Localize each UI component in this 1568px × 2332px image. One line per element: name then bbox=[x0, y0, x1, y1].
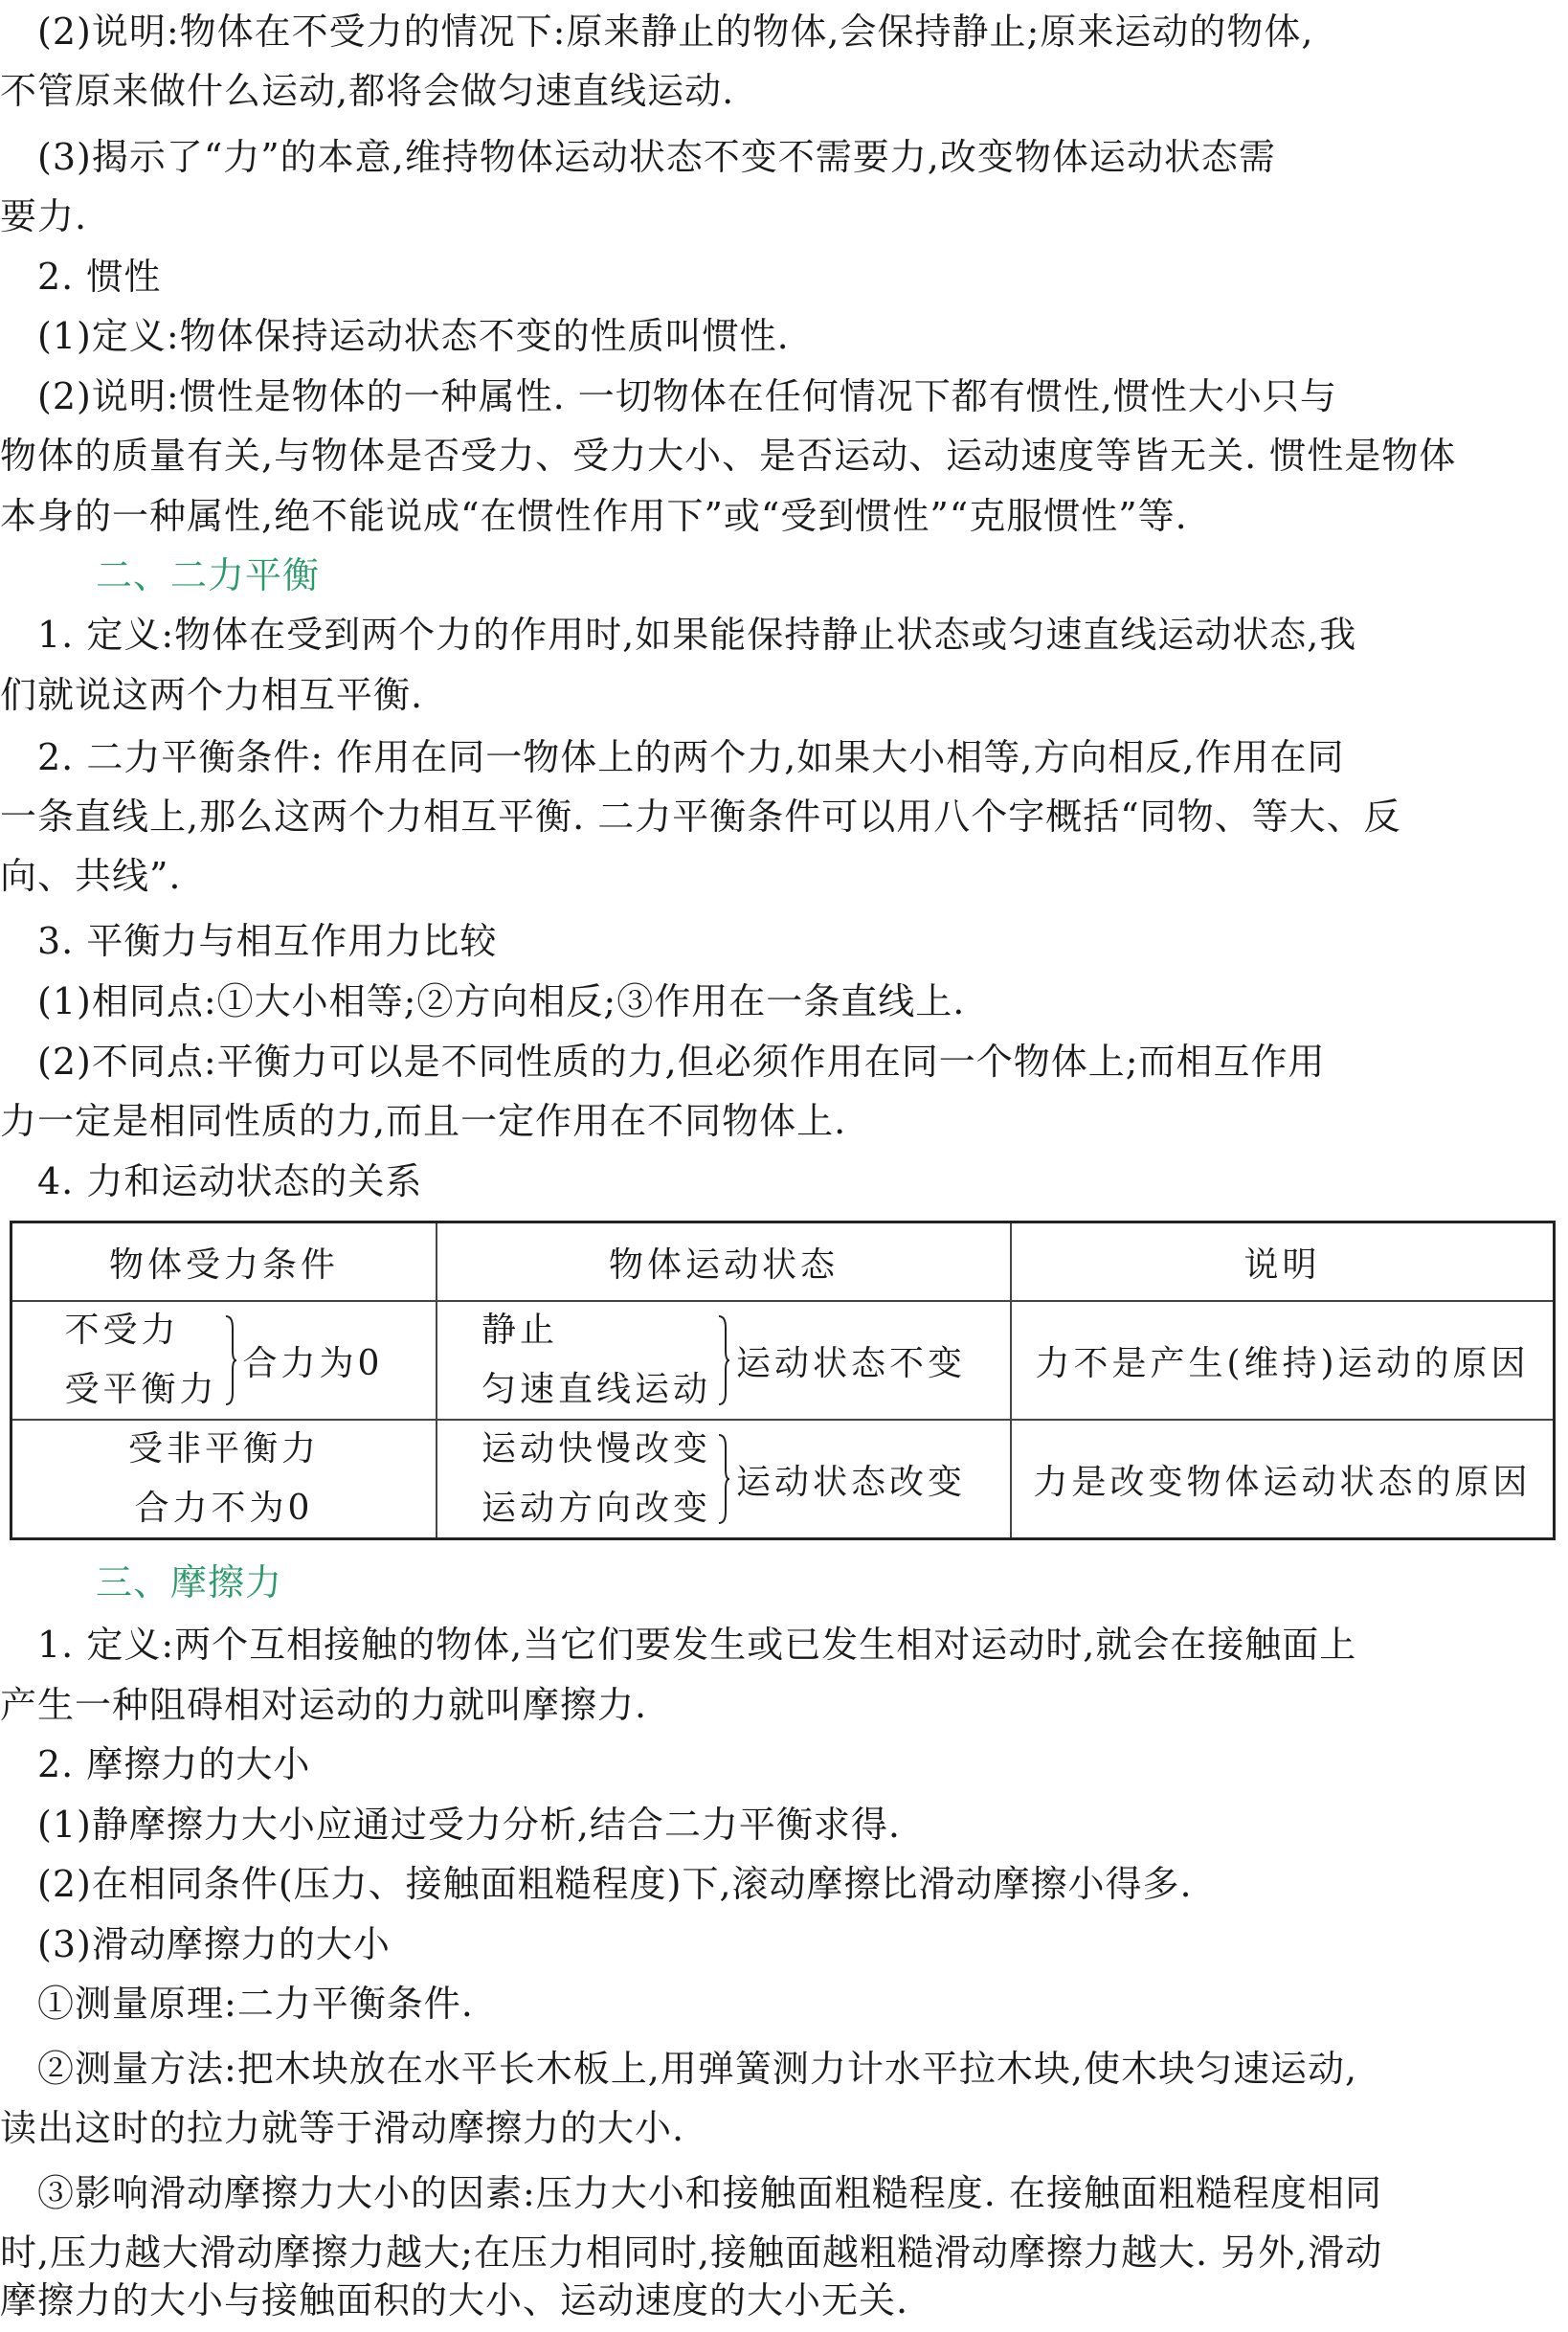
table-header-row bbox=[12, 1223, 1553, 1302]
section-heading-friction: 三、摩擦力 bbox=[96, 1561, 283, 1603]
cell-text: 运动状态不变 bbox=[736, 1343, 967, 1383]
text-line: 摩擦力的大小与接触面积的大小、运动速度的大小无关. bbox=[0, 2279, 909, 2321]
right-brace-icon bbox=[717, 1433, 730, 1525]
right-brace-icon bbox=[224, 1314, 237, 1406]
text-line: 本身的一种属性,绝不能说成“在惯性作用下”或“受到惯性”“克服惯性”等. bbox=[0, 495, 1188, 537]
cell-text: 受非平衡力 bbox=[127, 1429, 320, 1469]
text-line: 1. 定义:两个互相接触的物体,当它们要发生或已发生相对运动时,就会在接触面上 bbox=[0, 1624, 1357, 1666]
text-line: (2)在相同条件(压力、接触面粗糙程度)下,滚动摩擦比滑动摩擦小得多. bbox=[0, 1863, 1193, 1905]
text-line: ①测量原理:二力平衡条件. bbox=[0, 1983, 474, 2025]
table-row bbox=[12, 1421, 1553, 1537]
text-line: 不管原来做什么运动,都将会做匀速直线运动. bbox=[0, 70, 735, 112]
table-cell bbox=[437, 1421, 1012, 1537]
text-line: 1. 定义:物体在受到两个力的作用时,如果能保持静止状态或匀速直线运动状态,我 bbox=[0, 614, 1357, 656]
text-line: 们就说这两个力相互平衡. bbox=[0, 674, 424, 716]
table-cell bbox=[12, 1302, 437, 1419]
text-line: (1)静摩擦力大小应通过受力分析,结合二力平衡求得. bbox=[0, 1804, 901, 1846]
right-brace-icon bbox=[717, 1314, 730, 1406]
text-line: (1)定义:物体保持运动状态不变的性质叫惯性. bbox=[0, 315, 790, 357]
cell-text: 运动快慢改变 bbox=[481, 1429, 711, 1469]
text-line: ②测量方法:把木块放在水平长木板上,用弹簧测力计水平拉木块,使木块匀速运动, bbox=[0, 2048, 1358, 2090]
text-line: (2)说明:物体在不受力的情况下:原来静止的物体,会保持静止;原来运动的物体, bbox=[0, 11, 1314, 53]
text-line: 读出这时的拉力就等于滑动摩擦力的大小. bbox=[0, 2107, 685, 2149]
cell-text: 受平衡力 bbox=[64, 1370, 218, 1409]
section-subtitle: 4. 力和运动状态的关系 bbox=[0, 1160, 423, 1202]
cell-text: 合力不为0 bbox=[134, 1489, 314, 1528]
section-subtitle: 2. 摩擦力的大小 bbox=[0, 1743, 311, 1785]
table-header: 物体受力条件 bbox=[12, 1223, 437, 1300]
table-cell: 力不是产生(维持)运动的原因 bbox=[1035, 1343, 1530, 1383]
table-header: 物体运动状态 bbox=[437, 1223, 1012, 1300]
force-motion-table bbox=[10, 1221, 1556, 1540]
text-line: 一条直线上,那么这两个力相互平衡. 二力平衡条件可以用八个字概括“同物、等大、反 bbox=[0, 796, 1401, 838]
table-row bbox=[12, 1302, 1553, 1421]
cell-text: 合力为0 bbox=[242, 1343, 384, 1383]
cell-text: 运动方向改变 bbox=[481, 1489, 711, 1528]
table-header: 说明 bbox=[1243, 1244, 1321, 1285]
cell-text: 不受力 bbox=[64, 1311, 180, 1350]
text-line: 时,压力越大滑动摩擦力越大;在压力相同时,接触面越粗糙滑动摩擦力越大. 另外,滑动 bbox=[0, 2231, 1383, 2274]
text-line: (1)相同点:①大小相等;②方向相反;③作用在一条直线上. bbox=[0, 980, 966, 1022]
text-line: 要力. bbox=[0, 195, 88, 237]
text-line: (2)说明:惯性是物体的一种属性. 一切物体在任何情况下都有惯性,惯性大小只与 bbox=[0, 375, 1337, 417]
table-cell bbox=[437, 1302, 1012, 1419]
text-line: 向、共线”. bbox=[0, 855, 182, 897]
cell-text: 运动状态改变 bbox=[736, 1462, 967, 1502]
section-subtitle: 2. 惯性 bbox=[0, 256, 162, 298]
cell-text: 静止 bbox=[481, 1311, 558, 1350]
table-cell bbox=[12, 1421, 437, 1537]
text-line: (2)不同点:平衡力可以是不同性质的力,但必须作用在同一个物体上;而相互作用 bbox=[0, 1041, 1326, 1083]
text-line: (3)滑动摩擦力的大小 bbox=[0, 1923, 391, 1965]
table-cell: 力是改变物体运动状态的原因 bbox=[1033, 1462, 1532, 1502]
text-line: 2. 二力平衡条件: 作用在同一物体上的两个力,如果大小相等,方向相反,作用在同 bbox=[0, 736, 1345, 778]
text-line: ③影响滑动摩擦力大小的因素:压力大小和接触面粗糙程度. 在接触面粗糙程度相同 bbox=[0, 2172, 1382, 2214]
text-line: 物体的质量有关,与物体是否受力、受力大小、是否运动、运动速度等皆无关. 惯性是物体 bbox=[0, 435, 1457, 477]
text-line: (3)揭示了“力”的本意,维持物体运动状态不变不需要力,改变物体运动状态需 bbox=[0, 136, 1276, 178]
section-subtitle: 3. 平衡力与相互作用力比较 bbox=[0, 920, 498, 962]
text-line: 力一定是相同性质的力,而且一定作用在不同物体上. bbox=[0, 1100, 847, 1142]
section-heading-two-force-balance: 二、二力平衡 bbox=[96, 554, 321, 596]
text-line: 产生一种阻碍相对运动的力就叫摩擦力. bbox=[0, 1684, 648, 1726]
cell-text: 匀速直线运动 bbox=[481, 1370, 711, 1409]
